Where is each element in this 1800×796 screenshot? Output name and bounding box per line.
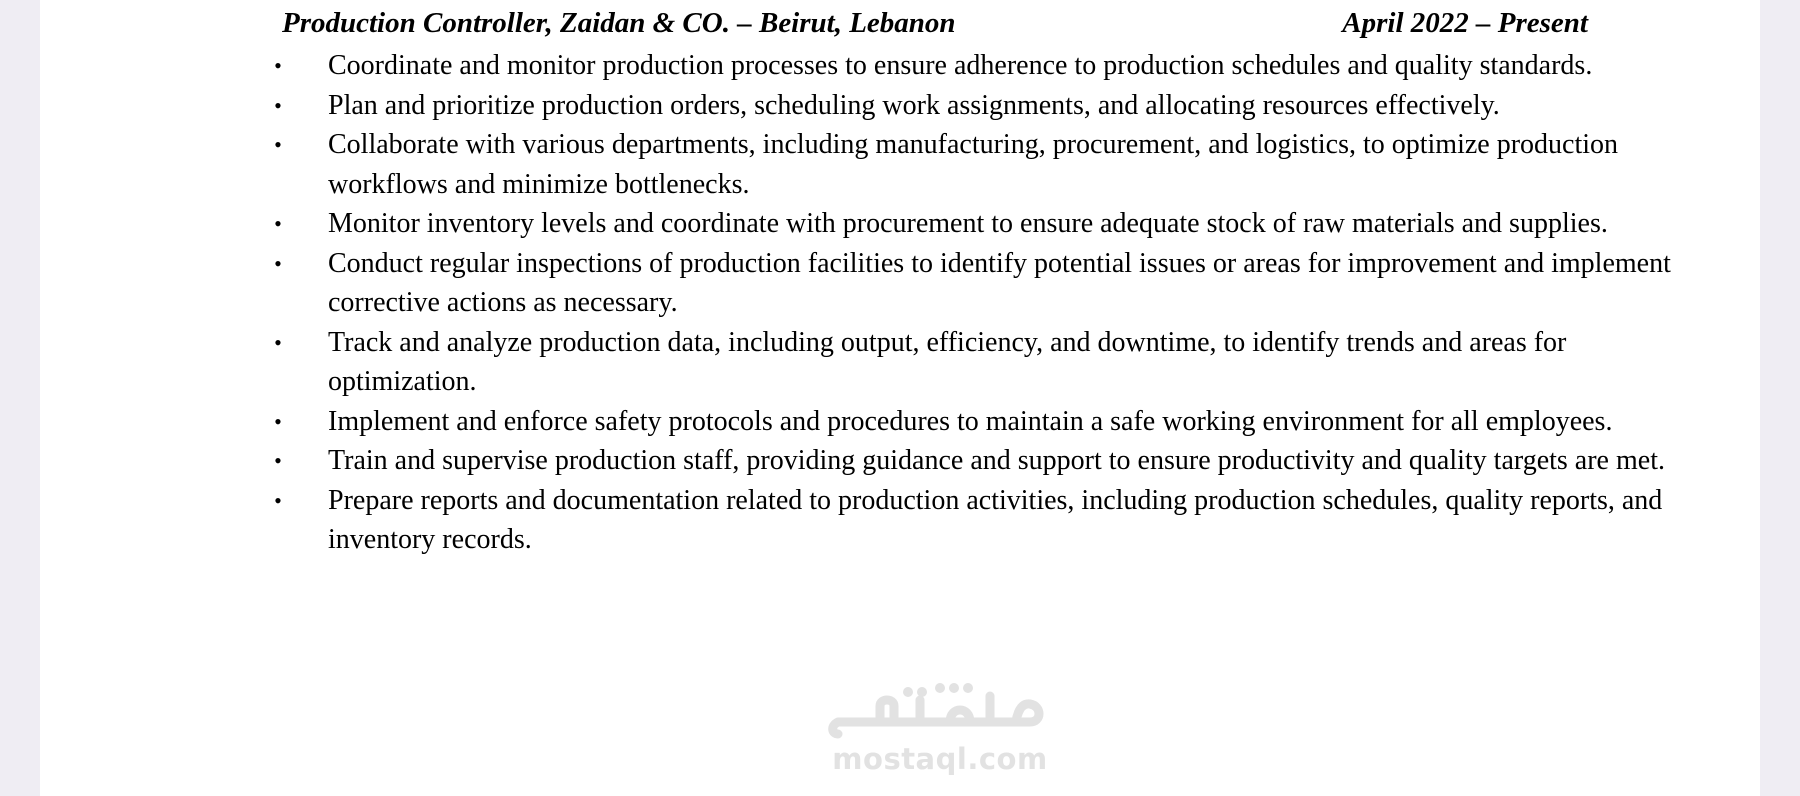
list-item-text: Track and analyze production data, including output, efficiency, and downtime, to identify trends and areas for optimization. [328,326,1567,397]
list-item-text: Conduct regular inspections of production facilities to identify potential issues or areas for improvement and implement corrective actions as necessary. [328,247,1671,318]
bullet-icon: • [274,408,282,434]
list-item-text: Coordinate and monitor production processes to ensure adherence to production schedules and quality standards. [328,50,1593,81]
list-item [268,402,1688,442]
bullet-icon: • [274,448,282,473]
job-header [282,6,1588,40]
mostaql-logo-icon [820,676,1060,746]
list-item [268,46,1688,86]
list-item-text: Train and supervise production staff, providing guidance and support to ensure productivity and quality targets are met. [328,445,1665,476]
bullet-icon: • [274,250,282,276]
list-item-text: Monitor inventory levels and coordinate with procurement to ensure adequate stock of raw materials and supplies. [328,208,1608,239]
list-item-text: Collaborate with various departments, including manufacturing, procurement, and logistics, to optimize production workflows and minimize bottlenecks. [328,129,1619,200]
mostaql-watermark [820,676,1060,786]
list-item [268,204,1688,244]
document-page [40,0,1760,796]
list-item [268,86,1688,126]
bullet-icon: • [274,211,282,236]
list-item [268,323,1688,402]
list-item-text: Prepare reports and documentation related to production activities, including production schedules, quality reports, and inventory records. [328,484,1663,555]
watermark-text: mostaql.com [832,742,1048,776]
list-item [268,125,1688,204]
list-item-text: Implement and enforce safety protocols and procedures to maintain a safe working environment for all employees. [328,405,1613,437]
list-item-text: Plan and prioritize production orders, scheduling work assignments, and allocating resources effectively. [328,89,1500,121]
bullet-icon: • [274,92,282,118]
job-title: Production Controller, Zaidan & CO. – Beirut, Lebanon [282,7,956,39]
bullet-icon: • [274,329,282,355]
list-item [268,441,1688,481]
responsibilities-list [268,46,1688,560]
job-dates: April 2022 – Present [1342,7,1588,39]
bullet-icon: • [274,53,282,78]
bullet-icon: • [274,487,282,513]
list-item [268,481,1688,560]
list-item [268,244,1688,323]
bullet-icon: • [274,132,282,157]
